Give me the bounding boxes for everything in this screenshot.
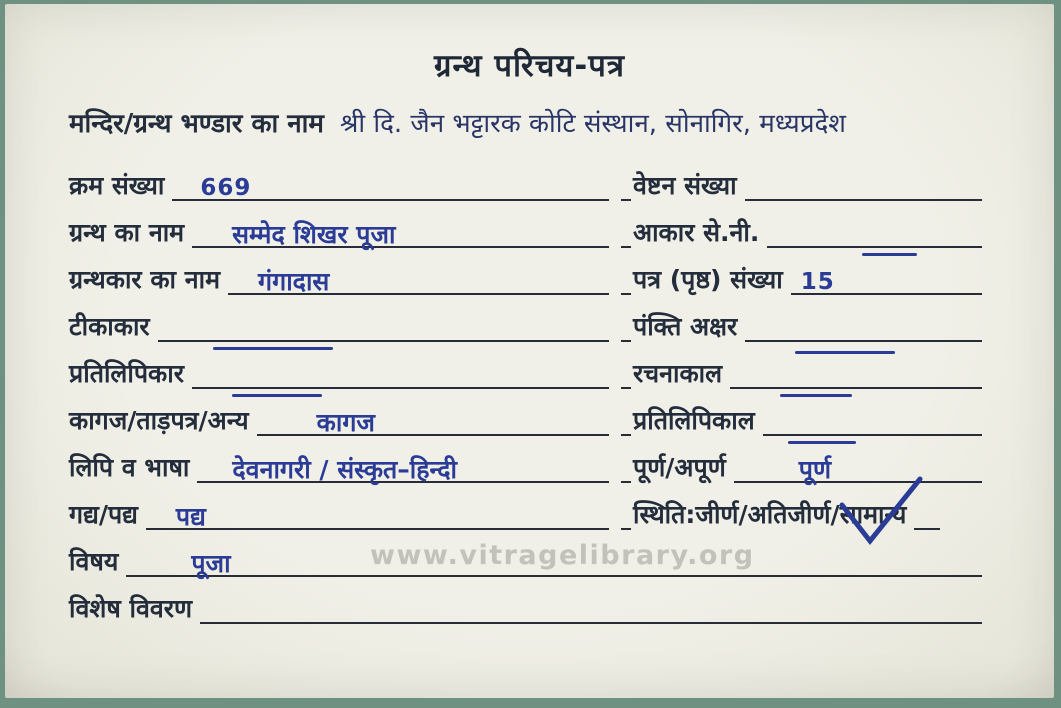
- bundle-number-line: [745, 199, 982, 201]
- condition-checked-option: [840, 499, 907, 530]
- commentator-line: [158, 337, 609, 342]
- field-lines-letters: [621, 311, 982, 342]
- commentator-label: टीकाकार: [69, 311, 150, 341]
- script-language-value: देवनागरी / संस्कृत–हिन्दी: [232, 455, 458, 484]
- form-row-1: [69, 154, 982, 201]
- prose-verse-line: [146, 498, 609, 530]
- field-copyist: [69, 358, 609, 389]
- form-row-8: [69, 483, 982, 530]
- field-commentator: [69, 311, 609, 342]
- composition-date-line: [730, 384, 982, 389]
- special-details-line: [200, 622, 982, 624]
- blank-mark: [780, 394, 852, 397]
- completeness-label: पूर्ण/अपूर्ण: [633, 452, 726, 482]
- prose-verse-label: गद्य/पद्य: [69, 499, 138, 529]
- copyist-line: [192, 384, 609, 389]
- form-row-2: [69, 201, 982, 248]
- field-script-language: [69, 451, 609, 483]
- field-book-name: [69, 216, 609, 248]
- subject-label: विषय: [69, 546, 119, 576]
- form-row-10: [69, 577, 982, 624]
- form-row-3: [69, 248, 982, 295]
- serial-number-line: [172, 171, 609, 201]
- form-row-4: [69, 295, 982, 342]
- field-author-name: [69, 263, 609, 295]
- watermark: www.vitragelibrary.org: [370, 540, 755, 571]
- bundle-number-label: वेष्टन संख्या: [633, 170, 737, 200]
- condition-label: [633, 499, 914, 530]
- serial-number-value: 669: [200, 175, 252, 202]
- author-name-line: [228, 263, 609, 295]
- completeness-value: पूर्ण: [798, 455, 832, 484]
- copyist-label: प्रतिलिपिकार: [69, 358, 184, 388]
- blank-mark: [213, 347, 333, 350]
- copy-date-line: [763, 431, 982, 436]
- author-name-label: ग्रन्थकार का नाम: [69, 264, 221, 294]
- size-cm-line: [767, 243, 982, 248]
- composition-date-label: रचनाकाल: [633, 358, 723, 388]
- field-condition: [621, 499, 982, 530]
- blank-mark: [795, 351, 895, 354]
- blank-mark: [862, 253, 917, 256]
- lines-letters-line: [745, 337, 982, 342]
- book-name-value: सम्मेद शिखर पूजा: [232, 220, 396, 249]
- field-copy-date: [621, 405, 982, 436]
- copy-date-label: प्रतिलिपिकाल: [633, 405, 755, 435]
- material-value: कागज: [316, 408, 375, 437]
- field-page-count: [621, 264, 982, 295]
- material-label: कागज/ताड़पत्र/अन्य: [69, 405, 249, 435]
- field-material: [69, 404, 609, 436]
- script-language-line: [197, 451, 609, 483]
- blank-mark: [232, 394, 322, 397]
- subject-value: पूजा: [191, 549, 231, 578]
- repository-label: मन्दिर/ग्रन्थ भण्डार का नाम: [69, 109, 324, 139]
- condition-checked-text: सामान्य: [839, 499, 907, 529]
- condition-label-prefix: स्थिति:जीर्ण/अतिजीर्ण/: [633, 499, 840, 529]
- page-title: ग्रन्थ परिचय-पत्र: [434, 48, 625, 84]
- serial-number-label: क्रम संख्या: [69, 170, 165, 200]
- field-prose-verse: [69, 498, 609, 530]
- repository-value: श्री दि. जैन भट्टारक कोटि संस्थान, सोनागिर, मध्यप्रदेश: [339, 109, 846, 139]
- field-size-cm: [621, 217, 982, 248]
- script-language-label: लिपि व भाषा: [69, 452, 190, 482]
- field-serial-number: [69, 170, 609, 201]
- blank-mark: [788, 441, 856, 444]
- page-count-line: [791, 265, 982, 295]
- special-details-label: विशेष विवरण: [69, 593, 193, 623]
- book-name-line: [192, 216, 609, 248]
- author-name-value: गंगादास: [258, 267, 330, 296]
- material-line: [257, 404, 609, 436]
- catalog-card: [5, 4, 1054, 698]
- prose-verse-value: पद्य: [175, 502, 206, 531]
- repository-row: [69, 104, 1014, 140]
- lines-letters-label: पंक्ति अक्षर: [633, 311, 738, 341]
- field-special-details: [69, 593, 982, 624]
- size-cm-label: आकार से.नी.: [633, 217, 760, 247]
- field-composition-date: [621, 358, 982, 389]
- page-count-label: पत्र (पृष्ठ) संख्या: [633, 264, 783, 294]
- completeness-line: [734, 451, 982, 483]
- field-completeness: [621, 451, 982, 483]
- condition-line: [914, 528, 940, 530]
- page-count-value: 15: [800, 269, 835, 296]
- book-name-label: ग्रन्थ का नाम: [69, 217, 185, 247]
- form-row-5: [69, 342, 982, 389]
- field-bundle-number: [621, 170, 982, 201]
